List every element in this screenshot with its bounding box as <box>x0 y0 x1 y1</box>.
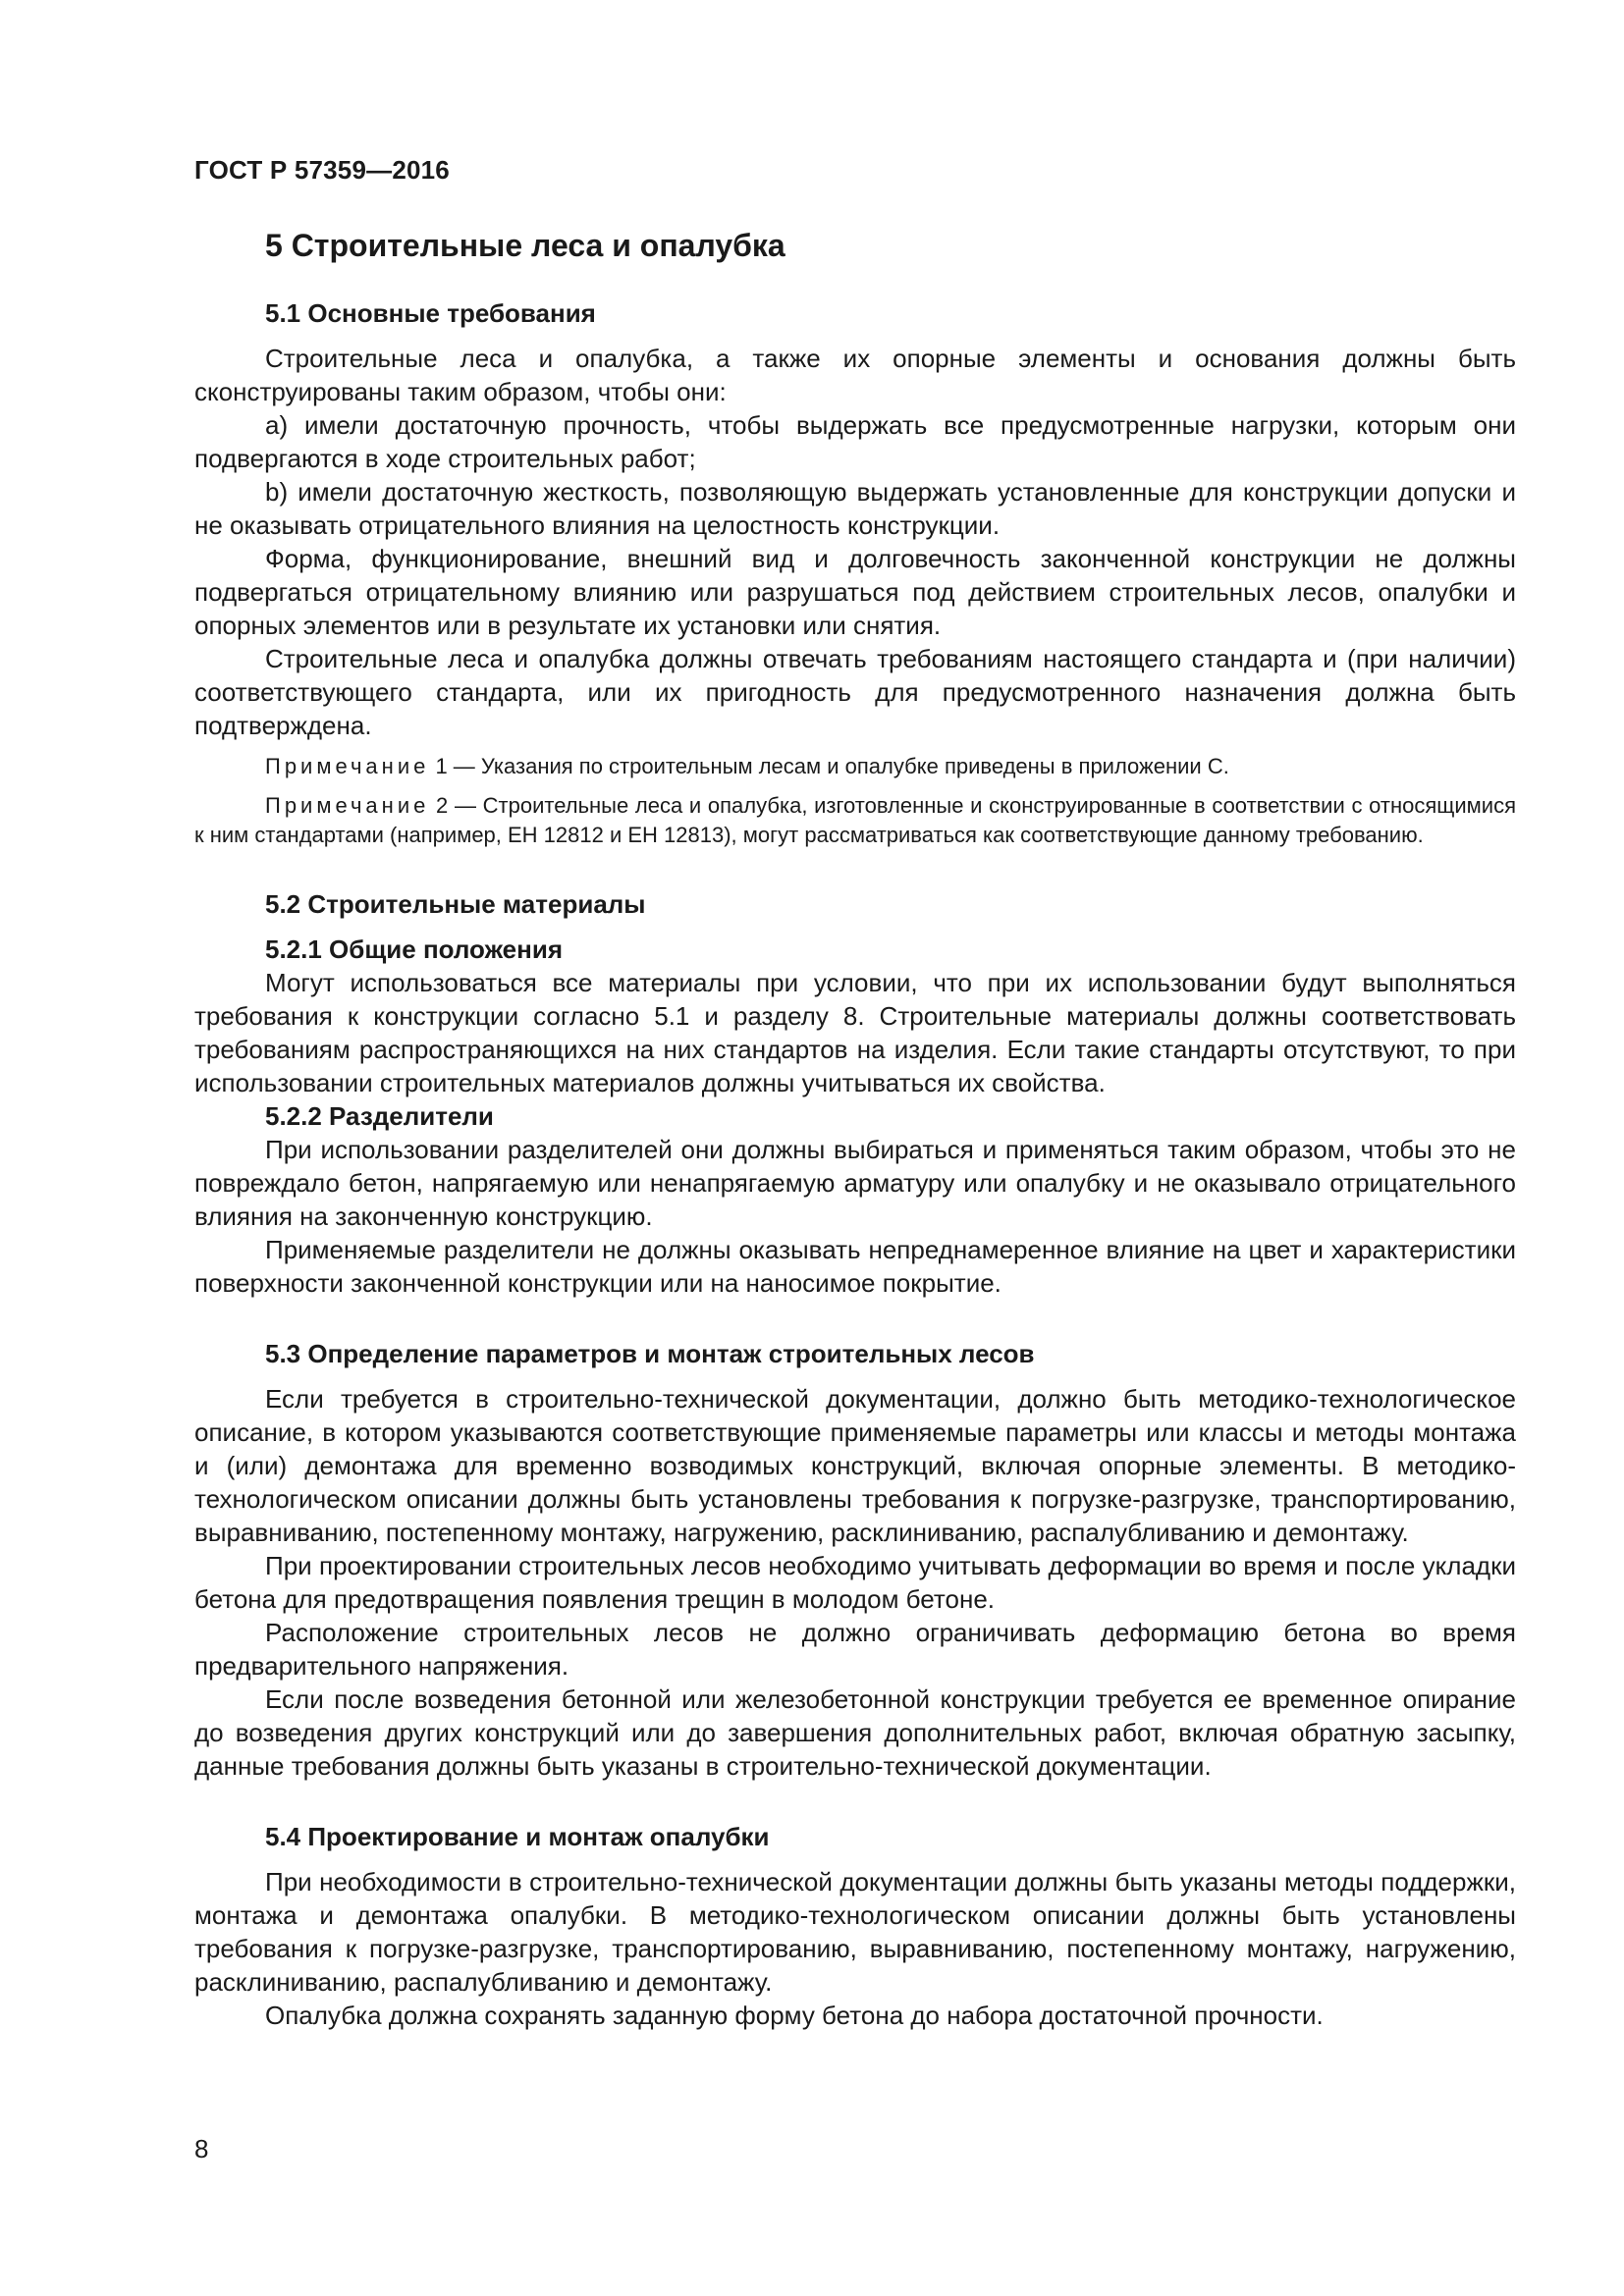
section-5-1-paragraph: Строительные леса и опалубка, а также их опорные элементы и основания должны быть сконструированы таким образом, чтобы они: <box>194 344 1516 406</box>
section-5-1-paragraph: Строительные леса и опалубка должны отвечать требованиям настоящего стандарта и (при наличии) соответствующего стандарта, или их пригодность для предусмотренного назначения должна быть подтверждена. <box>194 644 1516 740</box>
section-5-3-paragraph: Если после возведения бетонной или железобетонной конструкции требуется ее временное опирание до возведения других конструкций или до завершения дополнительных работ, включая обратную засыпку, данные требования должны быть указаны в строительно-технической документации. <box>194 1684 1516 1781</box>
spacer <box>194 1300 1516 1317</box>
section-5-title: 5 Строительные леса и опалубка <box>265 228 785 263</box>
section-5-2-2-heading: 5.2.2 Разделители <box>265 1101 494 1131</box>
note-2-text: 2 — Строительные леса и опалубка, изготовленные и сконструированные в соответствии с относящимися к ним стандартами (например, ЕН 12812 и ЕН 12813), могут рассматриваться как соответствующие данному требованию. <box>194 793 1516 847</box>
section-5-3-paragraph: При проектировании строительных лесов необходимо учитывать деформации во время и после укладки бетона для предотвращения появления трещин в молодом бетоне. <box>194 1551 1516 1614</box>
note-1 <box>194 752 1516 781</box>
document-code-header: ГОСТ Р 57359—2016 <box>194 155 450 185</box>
section-5-2-1-paragraph: Могут использоваться все материалы при условии, что при их использовании будут выполняться требования к конструкции согласно 5.1 и разделу 8. Строительные материалы должны соответствовать требованиям распространяющихся на них стандартов на изделия. Если такие стандарты отсутствуют, то при использовании строительных материалов должны учитываться их свойства. <box>194 968 1516 1097</box>
page-number: 8 <box>194 2134 209 2163</box>
note-2-label: Примечание <box>265 793 430 818</box>
page-content <box>194 224 1516 2032</box>
section-5-3-heading: 5.3 Определение параметров и монтаж строительных лесов <box>265 1339 1035 1368</box>
section-5-2-2-paragraph: При использовании разделителей они должны выбираться и применяться таким образом, чтобы это не повреждало бетон, напрягаемую или ненапрягаемую арматуру или опалубку и не оказывало отрицательного влияния на законченную конструкцию. <box>194 1135 1516 1231</box>
section-5-1-item-b: b) имели достаточную жесткость, позволяющую выдержать установленные для конструкции допуски и не оказывать отрицательного влияния на целостность конструкции. <box>194 477 1516 540</box>
section-5-4-paragraph: Опалубка должна сохранять заданную форму бетона до набора достаточной прочности. <box>265 2001 1324 2030</box>
spacer <box>194 850 1516 868</box>
section-5-4-heading: 5.4 Проектирование и монтаж опалубки <box>265 1822 770 1851</box>
section-5-1-paragraph: Форма, функционирование, внешний вид и долговечность законченной конструкции не должны подвергаться отрицательному влиянию или разрушаться под действием строительных лесов, опалубки и опорных элементов или в результате их установки или снятия. <box>194 544 1516 640</box>
section-5-3-paragraph: Расположение строительных лесов не должно ограничивать деформацию бетона во время предварительного напряжения. <box>194 1618 1516 1681</box>
section-5-2-1-heading: 5.2.1 Общие положения <box>265 934 563 964</box>
section-5-1-item-a: а) имели достаточную прочность, чтобы выдержать все предусмотренные нагрузки, которым они подвергаются в ходе строительных работ; <box>194 410 1516 473</box>
section-5-2-heading: 5.2 Строительные материалы <box>265 889 646 919</box>
spacer <box>194 1783 1516 1800</box>
section-5-2-2-paragraph: Применяемые разделители не должны оказывать непреднамеренное влияние на цвет и характеристики поверхности законченной конструкции или на наносимое покрытие. <box>194 1235 1516 1298</box>
note-2 <box>194 791 1516 850</box>
section-5-4-paragraph: При необходимости в строительно-технической документации должны быть указаны методы поддержки, монтажа и демонтажа опалубки. В методико-технологическом описании должны быть установлены требования к погрузке-разгрузке, транспортированию, выравниванию, постепенному монтажу, нагружению, расклиниванию, распалубливанию и демонтажу. <box>194 1867 1516 1997</box>
section-5-1-heading: 5.1 Основные требования <box>265 298 596 328</box>
section-5-3-paragraph: Если требуется в строительно-технической документации, должно быть методико-технологическое описание, в котором указываются соответствующие применяемые параметры или классы и методы монтажа и (или) демонтажа для временно возводимых конструкций, включая опорные элементы. В методико-технологическом описании должны быть установлены требования к погрузке-разгрузке, транспортированию, выравниванию, постепенному монтажу, нагружению, расклиниванию, распалубливанию и демонтажу. <box>194 1384 1516 1547</box>
document-page <box>194 0 1516 2296</box>
note-1-label: Примечание <box>265 754 430 778</box>
note-1-text: 1 — Указания по строительным лесам и опалубке приведены в приложении С. <box>429 754 1229 778</box>
